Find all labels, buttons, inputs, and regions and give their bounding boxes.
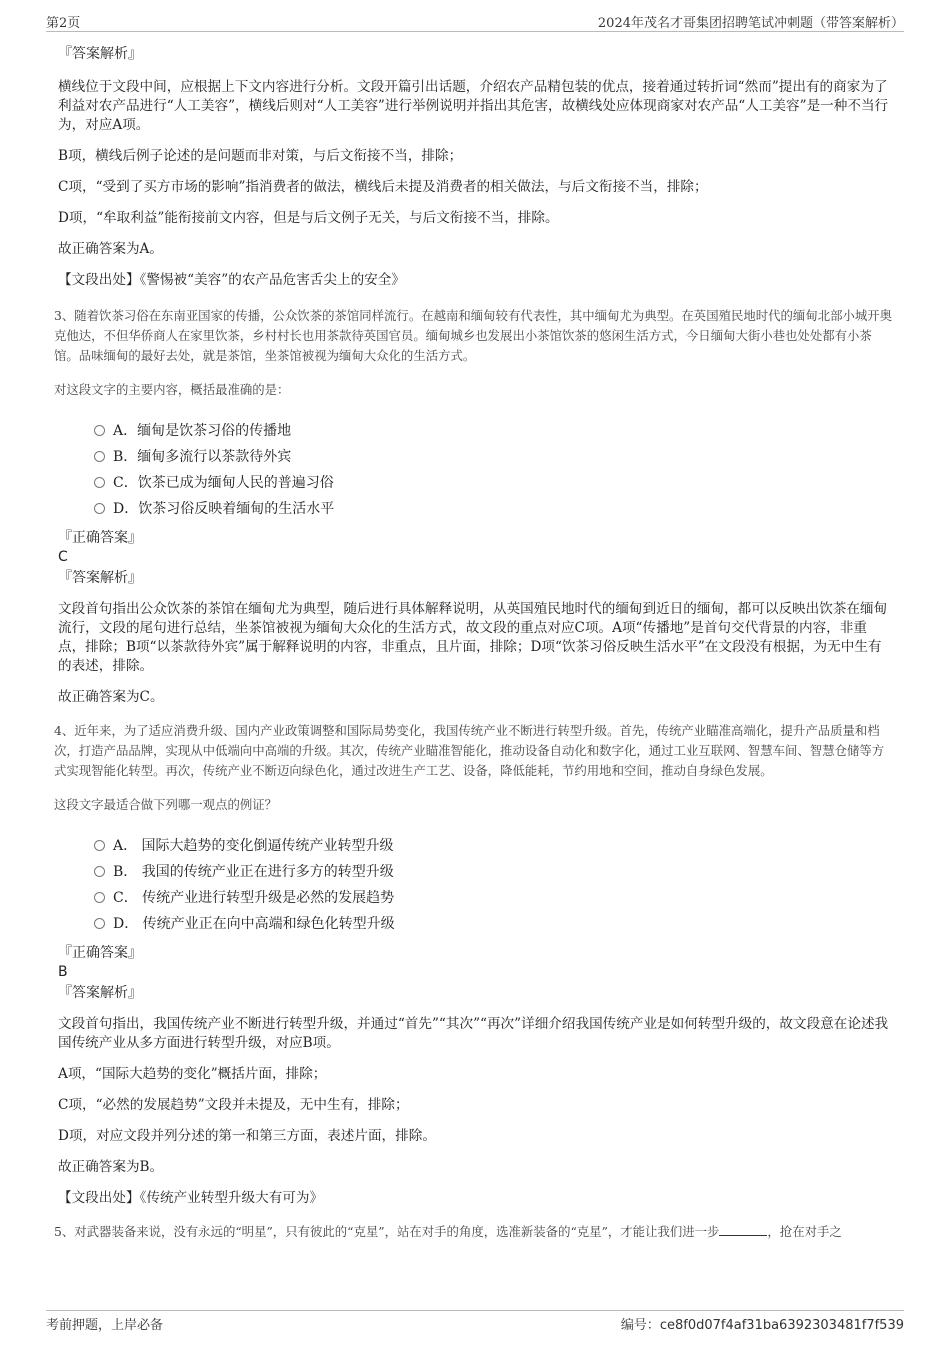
- option-d[interactable]: [94, 496, 894, 522]
- radio-icon[interactable]: [94, 866, 105, 877]
- document-title: 2024年茂名才哥集团招聘笔试冲刺题（带答案解析）: [597, 16, 904, 31]
- option-c[interactable]: [94, 885, 894, 911]
- footer-divider: [46, 1310, 904, 1311]
- analysis-label: 『答案解析』: [58, 985, 142, 1001]
- correct-answer: B: [58, 964, 68, 980]
- question-5-text-cont: ，抢在对手之: [767, 1224, 842, 1239]
- analysis-paragraph: 文段首句指出公众饮茶的茶馆在缅甸尤为典型，随后进行具体解释说明，从英国殖民地时代的缅甸到近日的缅甸，都可以反映出饮茶在缅甸流行，文段的尾句进行总结，坐茶馆被视为缅甸大众化的生活方式，故文段的重点对应C项。A项“传播地”是首句交代背景的内容，非重点，排除；B项“以茶款待外宾”属于解释说明的内容，非重点，且片面，排除；D项“饮茶习俗反映生活水平”在文段没有根据，为无中生有的表述，排除。: [58, 601, 888, 674]
- answer-conclusion: 故正确答案为C。: [58, 689, 164, 705]
- radio-icon[interactable]: [94, 477, 105, 488]
- question-5-stem: [54, 1222, 894, 1242]
- document-code: [621, 1314, 904, 1333]
- radio-icon[interactable]: [94, 503, 105, 514]
- analysis-paragraph: D项，对应文段并列分述的第一和第三方面，表述片面，排除。: [58, 1128, 436, 1144]
- option-a[interactable]: [94, 833, 894, 859]
- correct-answer-label: 『正确答案』: [58, 530, 142, 546]
- question-4-stem: 4、近年来，为了适应消费升级、国内产业政策调整和国际局势变化，我国传统产业不断进行转型升级。首先，传统产业瞄准高端化，提升产品质量和档次，打造产品品牌，实现从中低端向中高端的升级。其次，传统产业瞄准智能化，推动设备自动化和数字化，通过工业互联网、智慧车间、智慧仓储等方式实现智能化转型。再次，传统产业不断迈向绿色化，通过改进生产工艺、设备，降低能耗，节约用地和空间，推动自身绿色发展。: [54, 723, 885, 778]
- question-3-prompt: 对这段文字的主要内容，概括最准确的是：: [54, 382, 290, 397]
- question-5-text: 5、对武器装备来说，没有永远的“明星”，只有彼此的“克星”，站在对手的角度，选准新装备的“克星”，才能让我们进一步: [54, 1224, 720, 1239]
- question-3-options: [94, 418, 894, 522]
- analysis-paragraph: D项，“牟取利益”能衔接前文内容，但是与后文例子无关，与后文衔接不当，排除。: [58, 210, 559, 226]
- analysis-label: 『答案解析』: [58, 46, 142, 62]
- correct-answer: C: [58, 549, 68, 565]
- question-4-prompt: 这段文字最适合做下列哪一观点的例证？: [54, 797, 278, 812]
- analysis-paragraph: 横线位于文段中间，应根据上下文内容进行分析。文段开篇引出话题，介绍农产品精包装的优点，接着通过转折词“然而”提出有的商家为了利益对农产品进行“人工美容”，横线后则对“人工美容”进行举例说明并指出其危害，故横线处应体现商家对农产品“人工美容”是一种不当行为，对应A项。: [58, 79, 889, 133]
- page-number: 第2页: [46, 16, 81, 31]
- option-text: D． 传统产业正在向中高端和绿色化转型升级: [113, 916, 395, 932]
- option-c[interactable]: [94, 470, 894, 496]
- option-text: C． 传统产业进行转型升级是必然的发展趋势: [113, 890, 395, 906]
- analysis-paragraph: C项，“必然的发展趋势”文段并未提及，无中生有，排除；: [58, 1097, 409, 1113]
- option-b[interactable]: [94, 444, 894, 470]
- analysis-paragraph: 文段首句指出，我国传统产业不断进行转型升级，并通过“首先”“其次”“再次”详细介绍我国传统产业是如何转型升级的，故文段意在论述我国传统产业从多方面进行转型升级，对应B项。: [58, 1016, 889, 1051]
- option-d[interactable]: [94, 911, 894, 937]
- radio-icon[interactable]: [94, 892, 105, 903]
- page-footer: [46, 1314, 904, 1334]
- answer-conclusion: 故正确答案为B。: [58, 1159, 164, 1175]
- answer-conclusion: 故正确答案为A。: [58, 241, 163, 257]
- code-label: 编号：: [620, 1318, 660, 1333]
- question-3-stem: 3、随着饮茶习俗在东南亚国家的传播，公众饮茶的茶馆同样流行。在越南和缅甸较有代表性，其中缅甸尤为典型。在英国殖民地时代的缅甸北部小城开奥克他达，不但华侨商人在家里饮茶，乡村村长也用茶款待英国官员。缅甸城乡也发展出小茶馆饮茶的悠闲生活方式，今日缅甸大街小巷也处处都有小茶馆。品味缅甸的最好去处，就是茶馆，坐茶馆被视为缅甸大众化的生活方式。: [54, 308, 893, 363]
- analysis-paragraph: B项，横线后例子论述的是问题而非对策，与后文衔接不当，排除；: [58, 148, 463, 164]
- radio-icon[interactable]: [94, 918, 105, 929]
- document-body: [54, 44, 894, 1256]
- footer-slogan: 考前押题，上岸必备: [46, 1318, 164, 1333]
- option-text: A． 国际大趋势的变化倒逼传统产业转型升级: [113, 838, 394, 854]
- radio-icon[interactable]: [94, 425, 105, 436]
- analysis-paragraph: A项，“国际大趋势的变化”概括片面，排除；: [58, 1066, 327, 1082]
- analysis-paragraph: C项，“受到了买方市场的影响”指消费者的做法，横线后未提及消费者的相关做法，与后文衔接不当，排除；: [58, 179, 708, 195]
- radio-icon[interactable]: [94, 451, 105, 462]
- option-a[interactable]: [94, 418, 894, 444]
- analysis-label: 『答案解析』: [58, 570, 142, 586]
- fill-blank: [719, 1223, 767, 1236]
- option-text: A．缅甸是饮茶习俗的传播地: [113, 423, 292, 439]
- option-b[interactable]: [94, 859, 894, 885]
- question-4-options: [94, 833, 894, 937]
- header-divider: [46, 31, 904, 32]
- code-value: ce8f0d07f4af31ba6392303481f7f539: [659, 1318, 904, 1333]
- correct-answer-label: 『正确答案』: [58, 945, 142, 961]
- source-citation: 【文段出处】《传统产业转型升级大有可为》: [58, 1190, 324, 1206]
- source-citation: 【文段出处】《警惕被“美容”的农产品危害舌尖上的安全》: [58, 272, 405, 288]
- option-text: C．饮茶已成为缅甸人民的普遍习俗: [113, 475, 334, 491]
- option-text: D．饮茶习俗反映着缅甸的生活水平: [113, 501, 335, 517]
- option-text: B．缅甸多流行以茶款待外宾: [113, 449, 292, 465]
- page-header: [46, 12, 904, 32]
- radio-icon[interactable]: [94, 840, 105, 851]
- option-text: B． 我国的传统产业正在进行多方的转型升级: [113, 864, 394, 880]
